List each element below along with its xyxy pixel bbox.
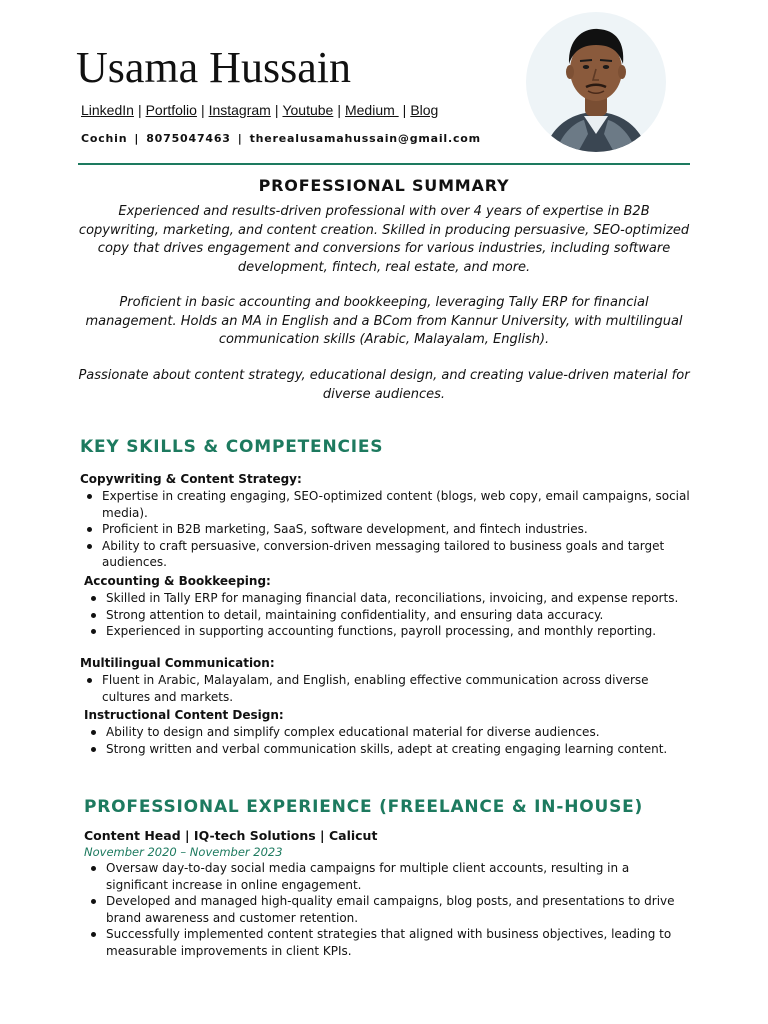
job-duty: Successfully implemented content strategies that aligned with business objectives, leading to measurable improvements in client KPIs. bbox=[84, 926, 684, 959]
link-separator: | bbox=[402, 102, 407, 118]
skill-item: Skilled in Tally ERP for managing financial data, reconciliations, invoicing, and expense reports. bbox=[84, 590, 700, 607]
contact-separator: | bbox=[237, 132, 243, 145]
linkedin-link[interactable]: LinkedIn bbox=[81, 102, 134, 118]
profile-photo bbox=[526, 12, 666, 152]
job-heading: Content Head | IQ-tech Solutions | Calicut bbox=[84, 828, 378, 843]
header-divider bbox=[78, 163, 690, 165]
blog-link[interactable]: Blog bbox=[410, 102, 439, 118]
skill-list bbox=[84, 590, 700, 640]
summary-heading: PROFESSIONAL SUMMARY bbox=[258, 176, 510, 195]
skill-item: Strong written and verbal communication skills, adept at creating engaging learning content. bbox=[84, 741, 700, 758]
summary-paragraph: Passionate about content strategy, educational design, and creating value-driven material for diverse audiences. bbox=[78, 368, 690, 402]
portfolio-link[interactable]: Portfolio bbox=[145, 102, 197, 118]
skill-group-heading: Multilingual Communication: bbox=[80, 656, 275, 670]
summary-paragraph: Experienced and results-driven professional with over 4 years of expertise in B2B copywriting, marketing, and content creation. Skilled in producing persuasive, SEO-optimized copy that drives engagement and conversions for various industries, including software development, fintech, real estate, and more. bbox=[78, 204, 690, 275]
medium-link[interactable]: Medium bbox=[344, 102, 399, 118]
youtube-link[interactable]: Youtube bbox=[282, 102, 334, 118]
job-dates: November 2020 – November 2023 bbox=[84, 845, 283, 859]
skill-list bbox=[80, 672, 700, 705]
job-duty: Developed and managed high-quality email campaigns, blog posts, and presentations to drive brand awareness and customer retention. bbox=[84, 893, 684, 926]
contact-email[interactable]: therealusamahussain@gmail.com bbox=[249, 132, 481, 145]
profile-links bbox=[81, 102, 438, 118]
skill-item: Proficient in B2B marketing, SaaS, software development, and fintech industries. bbox=[80, 521, 700, 538]
skill-group-heading: Copywriting & Content Strategy: bbox=[80, 472, 302, 486]
experience-heading: PROFESSIONAL EXPERIENCE (FREELANCE & IN-HOUSE) bbox=[84, 797, 644, 817]
skills-heading: KEY SKILLS & COMPETENCIES bbox=[80, 437, 384, 457]
link-separator: | bbox=[137, 102, 142, 118]
skill-item: Ability to craft persuasive, conversion-driven messaging tailored to business goals and target audiences. bbox=[80, 538, 700, 571]
summary-paragraph: Proficient in basic accounting and bookkeeping, leveraging Tally ERP for financial management. Holds an MA in English and a BCom from Kannur University, with multilingual communication skills (Arabic, Malayalam, English). bbox=[85, 295, 683, 347]
skill-list bbox=[80, 488, 700, 571]
contact-phone[interactable]: 8075047463 bbox=[146, 132, 231, 145]
job-duties-list bbox=[84, 860, 684, 959]
contact-line bbox=[81, 132, 481, 145]
skill-group-heading: Accounting & Bookkeeping: bbox=[84, 574, 271, 588]
link-separator: | bbox=[274, 102, 279, 118]
profile-photo-portrait bbox=[526, 12, 666, 152]
skill-list bbox=[84, 724, 700, 757]
instagram-link[interactable]: Instagram bbox=[208, 102, 271, 118]
contact-city: Cochin bbox=[81, 132, 128, 145]
skill-item: Ability to design and simplify complex educational material for diverse audiences. bbox=[84, 724, 700, 741]
link-separator: | bbox=[200, 102, 205, 118]
link-separator: | bbox=[337, 102, 341, 118]
skill-item: Experienced in supporting accounting functions, payroll processing, and monthly reporting. bbox=[84, 623, 700, 640]
job-duty: Oversaw day-to-day social media campaigns for multiple client accounts, resulting in a significant increase in online engagement. bbox=[84, 860, 684, 893]
skill-group-heading: Instructional Content Design: bbox=[84, 708, 284, 722]
skill-item: Strong attention to detail, maintaining confidentiality, and ensuring data accuracy. bbox=[84, 607, 700, 624]
skill-item: Expertise in creating engaging, SEO-optimized content (blogs, web copy, email campaigns, social media). bbox=[80, 488, 700, 521]
contact-separator: | bbox=[134, 132, 140, 145]
candidate-name: Usama Hussain bbox=[76, 43, 351, 92]
skill-item: Fluent in Arabic, Malayalam, and English, enabling effective communication across diverse cultures and markets. bbox=[80, 672, 700, 705]
